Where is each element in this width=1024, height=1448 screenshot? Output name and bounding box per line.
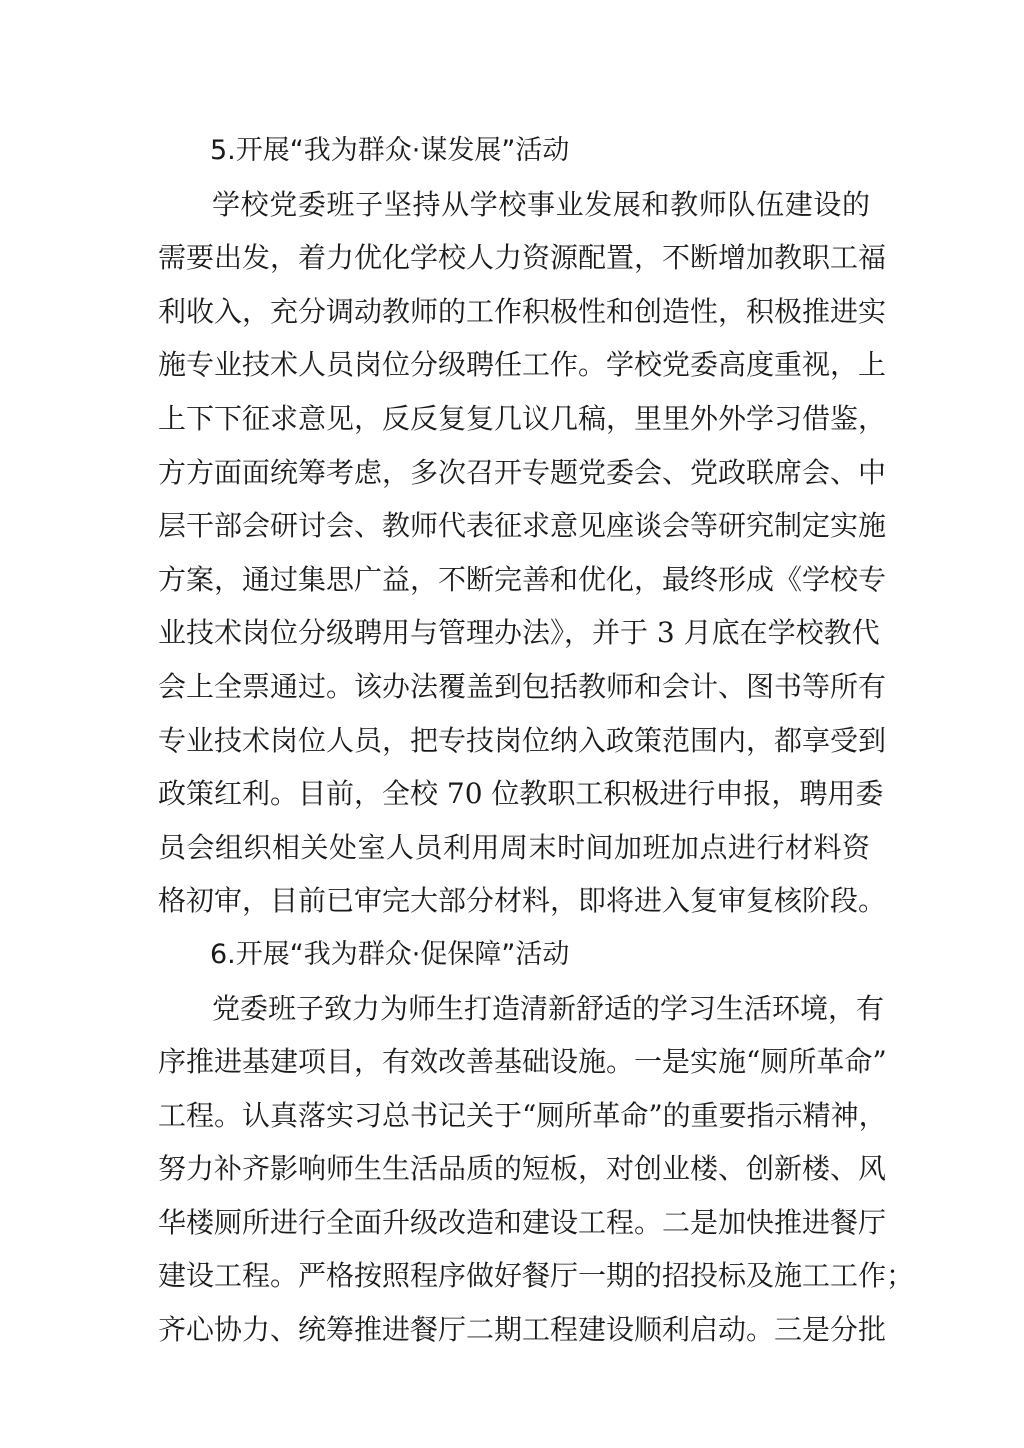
paragraph-line: 建设工程。严格按照程序做好餐厅一期的招投标及施工工作； (158, 1259, 915, 1293)
paragraph-line: 学校党委班子坚持从学校事业发展和教师队伍建设的 (212, 187, 870, 221)
paragraph-line: 专业技术岗位人员，把专技岗位纳入政策范围内，都享受到 (158, 723, 887, 757)
paragraph-line: 员会组织相关处室人员利用周末时间加班加点进行材料资 (158, 830, 870, 864)
paragraph-line: 施专业技术人员岗位分级聘任工作。学校党委高度重视，上 (158, 348, 887, 382)
section-heading: 5.开展“我为群众·谋发展”活动 (210, 135, 570, 166)
paragraph-line: 党委班子致力为师生打造清新舒适的学习生活环境，有 (212, 991, 885, 1025)
document-body (158, 124, 915, 1357)
paragraph-line: 利收入，充分调动教师的工作积极性和创造性，积极推进实 (158, 294, 887, 328)
paragraph-line: 业技术岗位分级聘用与管理办法》，并于 3 月底在学校教代 (158, 616, 880, 650)
section-heading: 6.开展“我为群众·促保障”活动 (210, 938, 570, 970)
paragraph-line: 努力补齐影响师生生活品质的短板，对创业楼、创新楼、风 (158, 1152, 887, 1186)
paragraph-line: 齐心协力、统筹推进餐厅二期工程建设顺利启动。三是分批 (158, 1313, 887, 1347)
paragraph-line: 层干部会研讨会、教师代表征求意见座谈会等研究制定实施 (158, 509, 887, 543)
paragraph-line: 需要出发，着力优化学校人力资源配置，不断增加教职工福 (158, 241, 887, 275)
paragraph-line: 序推进基建项目，有效改善基础设施。一是实施“厕所革命” (158, 1045, 887, 1079)
paragraph-line: 会上全票通过。该办法覆盖到包括教师和会计、图书等所有 (158, 669, 887, 703)
paragraph-line: 华楼厕所进行全面升级改造和建设工程。二是加快推进餐厅 (158, 1205, 887, 1239)
paragraph-line: 上下下征求意见，反反复复几议几稿，里里外外学习借鉴， (158, 401, 887, 435)
paragraph-line: 方案，通过集思广益，不断完善和优化，最终形成《学校专 (158, 562, 887, 596)
paragraph-line: 格初审，目前已审完大部分材料，即将进入复审复核阶段。 (158, 884, 887, 918)
paragraph-line: 工程。认真落实习总书记关于“厕所革命”的重要指示精神， (158, 1098, 887, 1132)
paragraph-line: 政策红利。目前，全校 70 位教职工积极进行申报，聘用委 (158, 777, 884, 811)
paragraph-line: 方方面面统筹考虑，多次召开专题党委会、党政联席会、中 (158, 455, 887, 489)
